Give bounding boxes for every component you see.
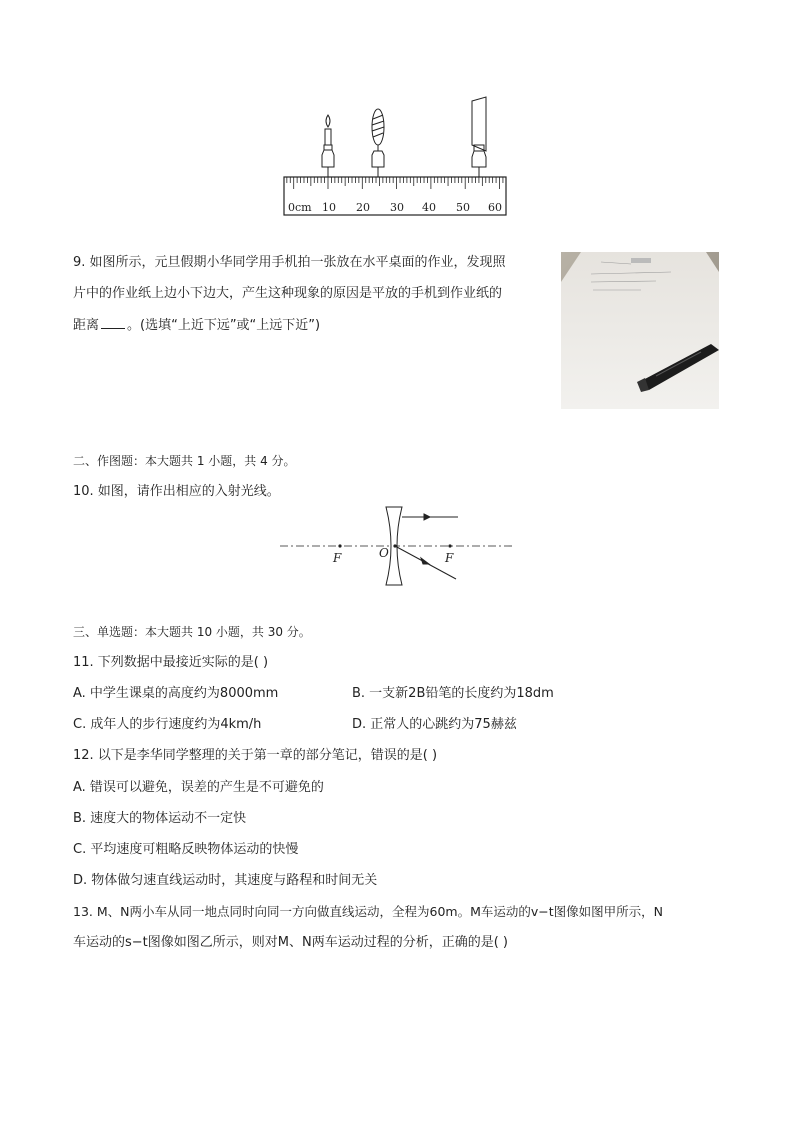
q11-option-b[interactable]: B. 一支新2B铅笔的长度约为18dm: [352, 686, 554, 701]
section2-title: 二、作图题：本大题共 1 小题，共 4 分。: [73, 454, 296, 468]
focus-right-label: F: [445, 551, 454, 565]
ruler-tick-label: 30: [390, 201, 404, 214]
section3-title: 三、单选题：本大题共 10 小题，共 30 分。: [73, 625, 311, 639]
q12-option-c[interactable]: C. 平均速度可粗略反映物体运动的快慢: [73, 842, 299, 857]
q10-text: 10. 如图，请作出相应的入射光线。: [73, 484, 280, 499]
answer-blank[interactable]: [101, 316, 125, 329]
q11-option-a[interactable]: A. 中学生课桌的高度约为8000mm: [73, 686, 279, 701]
candle-icon: [322, 115, 334, 177]
light-screen-icon: [472, 97, 486, 177]
homework-photo: [561, 252, 719, 409]
q12-option-b[interactable]: B. 速度大的物体运动不一定快: [73, 811, 247, 826]
q9-line3: [73, 316, 320, 335]
q12-option-a[interactable]: A. 错误可以避免，误差的产生是不可避免的: [73, 780, 324, 795]
q11-option-d[interactable]: D. 正常人的心跳约为75赫兹: [352, 717, 517, 732]
ruler-tick-label: 20: [356, 201, 370, 214]
q9-line3-pre: 距离: [73, 318, 100, 333]
q13-line1: 13. M、N两小车从同一地点同时向同一方向做直线运动，全程为60m。M车运动的v−t图像如图甲所示，N: [73, 904, 663, 919]
q12-stem: 12. 以下是李华同学整理的关于第一章的部分笔记，错误的是( ): [73, 748, 438, 763]
ruler-tick-label: 0cm: [288, 201, 312, 214]
q13-line2: 车运动的s−t图像如图乙所示，则对M、N两车运动过程的分析，正确的是( ): [73, 935, 508, 950]
q9-line2: 片中的作业纸上边小下边大，产生这种现象的原因是平放的手机到作业纸的: [73, 286, 503, 301]
q11-option-c[interactable]: C. 成年人的步行速度约为4km/h: [73, 717, 262, 732]
optical-bench-figure: [280, 95, 512, 220]
ruler-tick-label: 50: [456, 201, 470, 214]
focus-left-label: F: [333, 551, 342, 565]
refracted-ray-parallel: [402, 514, 458, 520]
optical-center-label: O: [379, 546, 389, 560]
q12-option-d[interactable]: D. 物体做匀速直线运动时，其速度与路程和时间无关: [73, 873, 378, 888]
convex-lens-icon: [372, 109, 384, 177]
ruler-tick-label: 40: [422, 201, 436, 214]
q9-line1: 9. 如图所示，元旦假期小华同学用手机拍一张放在水平桌面的作业，发现照: [73, 255, 506, 270]
q11-stem: 11. 下列数据中最接近实际的是( ): [73, 655, 269, 670]
ruler-tick-label: 60: [488, 201, 502, 214]
concave-lens-figure: [278, 503, 518, 587]
q9-line3-post: 。(选填“上近下远”或“上远下近”): [127, 318, 321, 333]
ruler-tick-label: 10: [322, 201, 336, 214]
